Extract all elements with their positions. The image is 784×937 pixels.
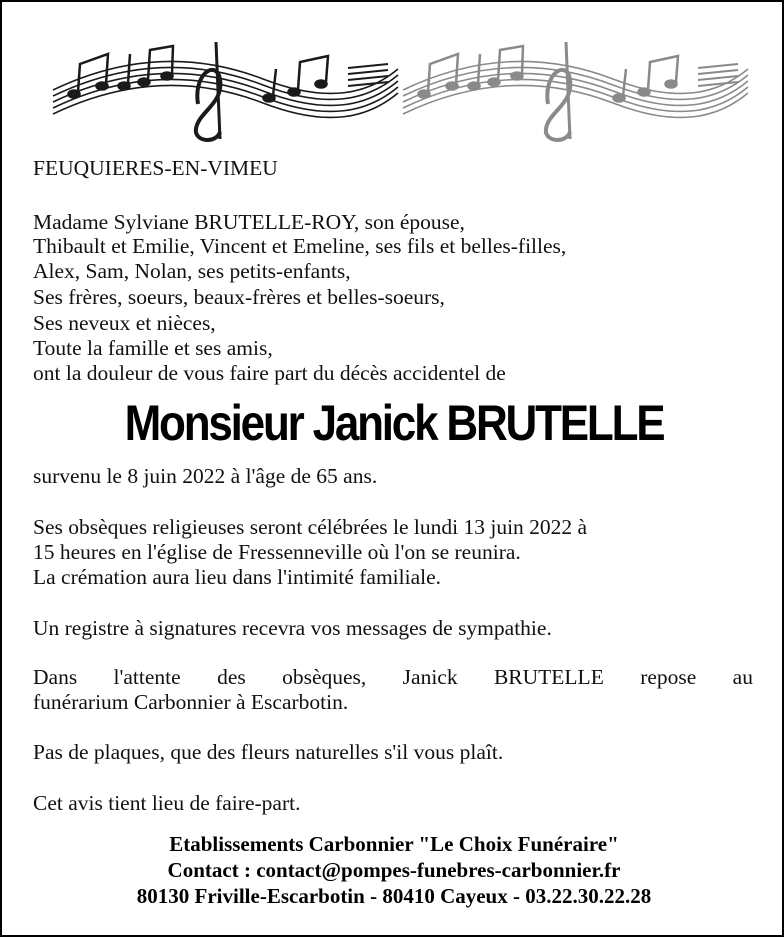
music-staff-light [403, 42, 748, 140]
town-name: FEUQUIERES-EN-VIMEU [33, 156, 278, 180]
rest-word: Dans [33, 665, 78, 689]
rest-line-justified [33, 665, 753, 689]
rest-word: des [217, 665, 246, 689]
family-line: Alex, Sam, Nolan, ses petits-enfants, [33, 259, 351, 283]
footer-contact: Contact : contact@pompes-funebres-carbonnier.fr [167, 858, 621, 882]
death-info: survenu le 8 juin 2022 à l'âge de 65 ans. [33, 464, 378, 488]
rest-word: l'attente [113, 665, 181, 689]
family-line: Ses neveux et nièces, [33, 311, 216, 335]
rest-word: obsèques, [282, 665, 367, 689]
family-line: Madame Sylviane BRUTELLE-ROY, son épouse, [33, 210, 465, 234]
rest-word: Janick [402, 665, 458, 689]
music-staff-banner [48, 34, 758, 146]
notice-note: Cet avis tient lieu de faire-part. [33, 791, 301, 815]
funeral-line: Ses obsèques religieuses seront célébrées le lundi 13 juin 2022 à [33, 515, 588, 539]
funeral-line: 15 heures en l'église de Fressenneville où l'on se reunira. [33, 540, 521, 564]
flowers-note: Pas de plaques, que des fleurs naturelles s'il vous plaît. [33, 740, 504, 764]
register-note: Un registre à signatures recevra vos messages de sympathie. [33, 616, 552, 640]
funeral-line: La crémation aura lieu dans l'intimité familiale. [33, 565, 442, 589]
family-line: ont la douleur de vous faire part du décès accidentel de [33, 361, 506, 385]
music-staff-dark [53, 42, 398, 140]
rest-word: BRUTELLE [493, 665, 604, 689]
rest-word: repose [640, 665, 697, 689]
footer-address: 80130 Friville-Escarbotin - 80410 Cayeux - 03.22.30.22.28 [136, 884, 652, 908]
rest-word: au [732, 665, 753, 689]
family-line: Toute la famille et ses amis, [33, 336, 273, 360]
deceased-name: Monsieur Janick BRUTELLE [124, 395, 664, 451]
family-line: Ses frères, soeurs, beaux-frères et belles-soeurs, [33, 285, 445, 309]
family-line: Thibault et Emilie, Vincent et Emeline, ses fils et belles-filles, [33, 234, 567, 258]
footer-company: Etablissements Carbonnier "Le Choix Funéraire" [169, 832, 619, 856]
rest-line-2: funérarium Carbonnier à Escarbotin. [33, 690, 349, 714]
